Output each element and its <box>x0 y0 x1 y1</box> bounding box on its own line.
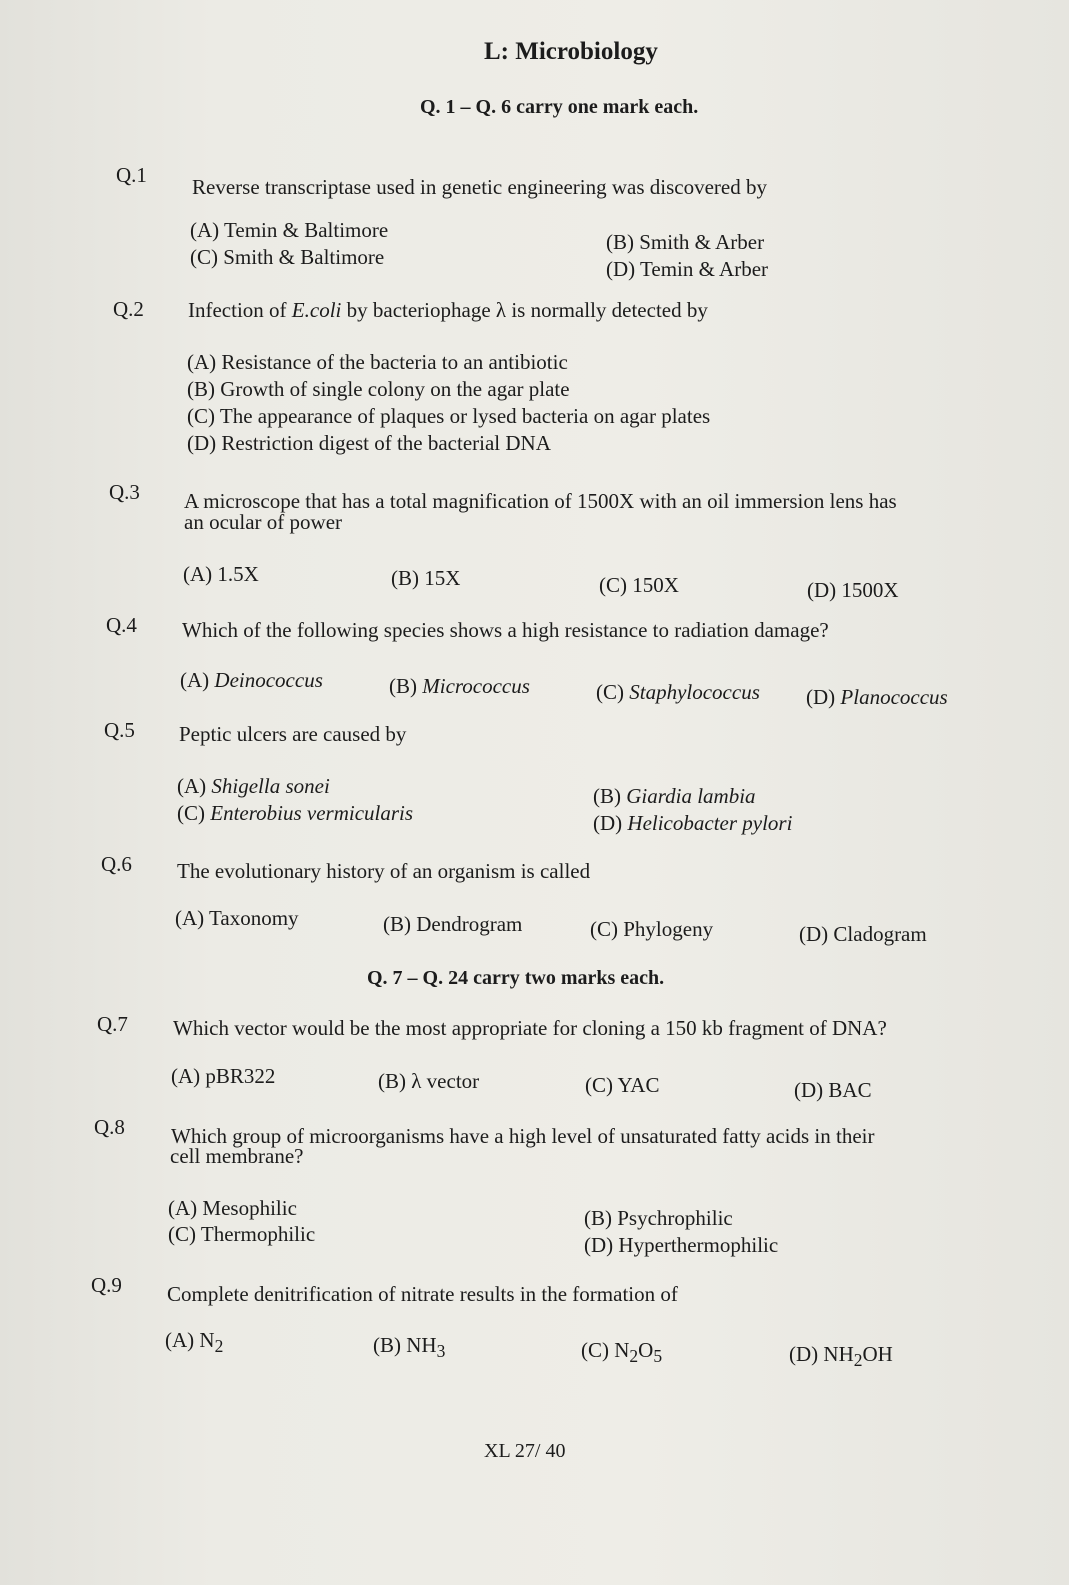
heading-one-mark: Q. 1 – Q. 6 carry one mark each. <box>420 96 699 118</box>
question-stem-line-1: A microscope that has a total magnification of 1500X with an oil immersion lens has <box>184 489 897 513</box>
option-a: (A) Mesophilic <box>168 1196 297 1220</box>
option-d: (D) 1500X <box>807 578 899 602</box>
option-d: (D) Restriction digest of the bacterial DNA <box>187 431 551 455</box>
option-c: (C) Phylogeny <box>590 917 714 941</box>
question-stem: Which of the following species shows a high resistance to radiation damage? <box>182 618 829 642</box>
option-d: (D) Planococcus <box>806 685 948 709</box>
option-c: (C) The appearance of plaques or lysed bacteria on agar plates <box>187 404 711 428</box>
option-c: (C) 150X <box>599 573 679 597</box>
question-number: Q.8 <box>94 1115 125 1139</box>
question-stem-line-2: cell membrane? <box>170 1144 304 1168</box>
option-a: (A) Taxonomy <box>175 906 299 930</box>
question-stem-line-1: Which group of microorganisms have a high level of unsaturated fatty acids in their <box>171 1124 875 1148</box>
question-stem: Infection of E.coli by bacteriophage λ is normally detected by <box>188 298 708 322</box>
option-a: (A) Deinococcus <box>180 668 323 692</box>
option-d: (D) Temin & Arber <box>606 257 769 281</box>
option-b: (B) Growth of single colony on the agar plate <box>187 377 570 401</box>
question-number: Q.2 <box>113 297 144 321</box>
option-b: (B) $NH_3$ <box>373 1333 446 1362</box>
option-c: (C) Enterobius vermicularis <box>177 801 414 825</box>
option-d: (D) Helicobacter pylori <box>593 811 793 835</box>
question-stem: Complete denitrification of nitrate results in the formation of <box>167 1282 678 1306</box>
question-number: Q.9 <box>91 1273 122 1297</box>
option-d: (D) Hyperthermophilic <box>584 1233 779 1257</box>
question-number: Q.1 <box>116 163 147 187</box>
option-b: (B) Micrococcus <box>389 674 530 698</box>
option-a: (A) Resistance of the bacteria to an antibiotic <box>187 350 568 374</box>
heading-two-marks: Q. 7 – Q. 24 carry two marks each. <box>367 967 665 989</box>
option-b: (B) Dendrogram <box>383 912 523 936</box>
question-number: Q.3 <box>109 480 140 504</box>
option-a: (A) Shigella sonei <box>177 774 330 798</box>
question-number: Q.4 <box>106 613 137 637</box>
option-c: (C) Staphylococcus <box>596 680 760 704</box>
option-b: (B) Smith & Arber <box>606 230 765 254</box>
option-d: (D) BAC <box>794 1078 872 1102</box>
option-c: (C) $N_2O_5$ <box>581 1338 663 1367</box>
option-c: (C) YAC <box>585 1073 660 1097</box>
option-b: (B) Psychrophilic <box>584 1206 733 1230</box>
page-footer: XL 27/ 40 <box>484 1440 566 1462</box>
option-a: (A) Temin & Baltimore <box>190 218 389 242</box>
question-stem: The evolutionary history of an organism is called <box>177 859 591 883</box>
question-number: Q.5 <box>104 718 135 742</box>
option-d: (D) $NH_2OH$ <box>789 1342 893 1371</box>
option-a: (A) $N_2$ <box>165 1328 224 1357</box>
option-a: (A) pBR322 <box>171 1064 276 1088</box>
option-c: (C) Smith & Baltimore <box>190 245 385 269</box>
question-stem: Peptic ulcers are caused by <box>179 722 407 746</box>
question-number: Q.7 <box>97 1012 128 1036</box>
question-stem-line-2: an ocular of power <box>184 510 343 534</box>
question-stem: Which vector would be the most appropriate for cloning a 150 kb fragment of DNA? <box>173 1016 887 1040</box>
option-d: (D) Cladogram <box>799 922 927 946</box>
option-b: (B) λ vector <box>378 1069 480 1093</box>
option-a: (A) 1.5X <box>183 562 259 586</box>
section-title: L: Microbiology <box>484 38 658 65</box>
option-b: (B) Giardia lambia <box>593 784 756 808</box>
question-number: Q.6 <box>101 852 132 876</box>
option-b: (B) 15X <box>391 566 461 590</box>
option-c: (C) Thermophilic <box>168 1222 316 1246</box>
question-stem: Reverse transcriptase used in genetic engineering was discovered by <box>192 175 767 199</box>
